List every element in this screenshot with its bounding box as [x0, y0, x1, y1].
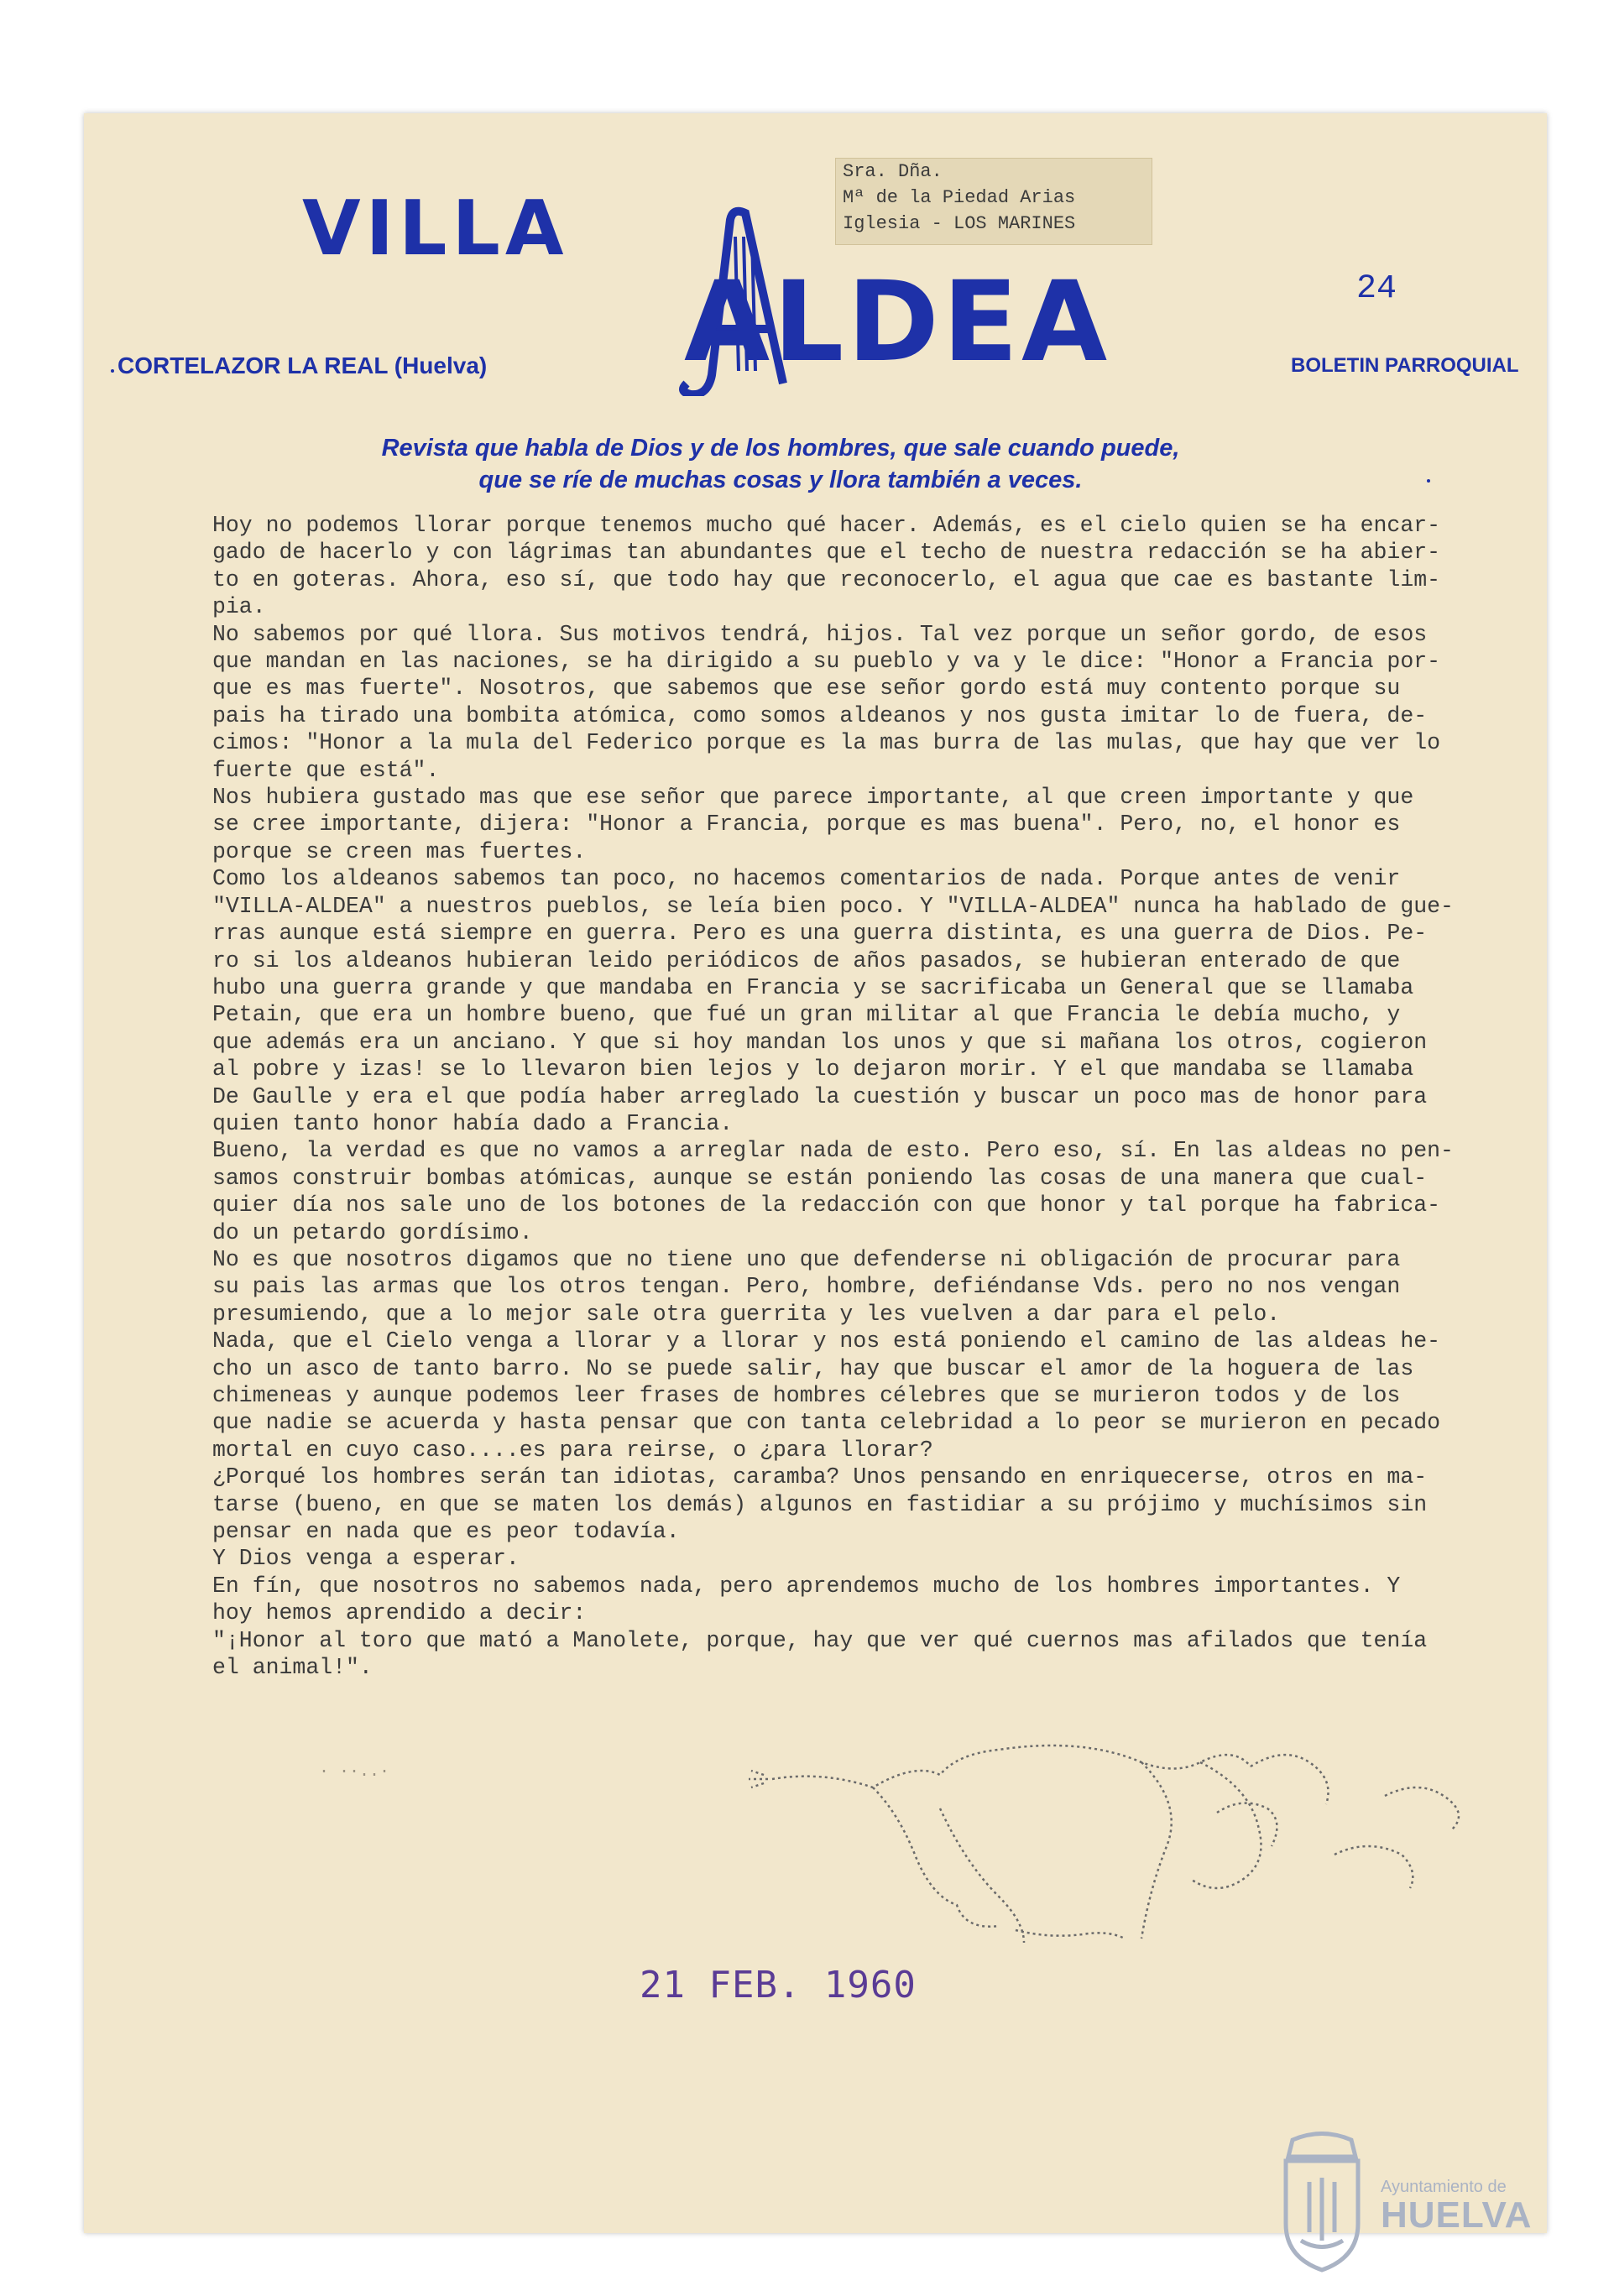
- ink-dot: [1427, 479, 1430, 483]
- city-seal-icon: [1276, 2132, 1368, 2274]
- article-line: to en goteras. Ahora, eso sí, que todo hay que reconocerlo, el agua que cae es bastante lim-: [212, 566, 1441, 592]
- article-line: "VILLA-ALDEA" a nuestros pueblos, se leía bien poco. Y "VILLA-ALDEA" nunca ha hablado de gue-: [212, 893, 1454, 919]
- article-line: gado de hacerlo y con lágrimas tan abundantes que el techo de nuestra redacción se ha abier-: [212, 540, 1441, 566]
- article-line: No es que nosotros digamos que no tiene uno que defenderse ni obligación de procurar para: [212, 1246, 1401, 1272]
- address-line: Iglesia - LOS MARINES: [843, 213, 1076, 234]
- masthead-title-villa: VILLA: [302, 185, 569, 273]
- article-line: cho un asco de tanto barro. No se puede salir, hay que buscar el amor de la hoguera de las: [212, 1355, 1414, 1381]
- article-line: ¿Porqué los hombres serán tan idiotas, caramba? Unos pensando en enriquecerse, otros en ma-: [212, 1464, 1428, 1490]
- article-line: pia.: [212, 594, 266, 620]
- ink-dot: [111, 369, 114, 373]
- article-line: quien tanto honor había dado a Francia.: [212, 1110, 734, 1136]
- masthead-publication-type: BOLETIN PARROQUIAL: [1291, 354, 1519, 377]
- article-line: chimeneas y aunque podemos leer frases de hombres célebres que se murieron todos y de los: [212, 1383, 1401, 1408]
- article-line: Como los aldeanos sabemos tan poco, no hacemos comentarios de nada. Porque antes de venir: [212, 866, 1401, 892]
- article-line: "¡Honor al toro que mató a Manolete, porque, hay que ver qué cuernos mas afilados que tenía: [212, 1627, 1428, 1653]
- article-line: hubo una guerra grande y que mandaba en Francia y se sacrificaba un General que se llamaba: [212, 974, 1414, 1000]
- masthead-location: CORTELAZOR LA REAL (Huelva): [118, 352, 488, 378]
- article-body: [212, 512, 1505, 1681]
- article-line: De Gaulle y era el que podía haber arreglado la cuestión y buscar un poco mas de honor para: [212, 1083, 1428, 1109]
- article-line: que mandan en las naciones, se ha dirigido a su pueblo y va y le dice: "Honor a Francia por-: [212, 649, 1441, 675]
- date-stamp: 21 FEB. 1960: [640, 1964, 917, 2006]
- watermark-logo: [1381, 2177, 1532, 2234]
- article-line: se cree importante, dijera: "Honor a Francia, porque es mas buena". Pero, no, el honor es: [212, 811, 1401, 838]
- article-line: Nos hubiera gustado mas que ese señor que parece importante, al que creen importante y que: [212, 785, 1414, 811]
- article-line: pensar en nada que es peor todavía.: [212, 1519, 680, 1545]
- article-line: que nadie se acuerda y hasta pensar que con tanta celebridad a lo peor se murieron en pecado: [212, 1410, 1441, 1436]
- article-line: No sabemos por qué llora. Sus motivos tendrá, hijos. Tal vez porque un señor gordo, de esos: [212, 621, 1428, 647]
- article-line: Y Dios venga a esperar.: [212, 1546, 520, 1572]
- article-line: pais ha tirado una bombita atómica, como somos aldeanos y nos gusta imitar lo de fuera, de-: [212, 702, 1428, 728]
- article-line: presumiendo, que a lo mejor sale otra guerrita y les vuelven a dar para el pelo.: [212, 1301, 1281, 1327]
- watermark-line-1: Ayuntamiento de: [1381, 2178, 1507, 2196]
- tagline-line: Revista que habla de Dios y de los hombres, que sale cuando puede,: [381, 435, 1180, 462]
- bull-drawing-icon: [747, 1729, 1486, 1955]
- article-line: Petain, que era un hombre bueno, que fué un gran militar al que Francia le debía mucho, y: [212, 1002, 1401, 1028]
- article-line: cimos: "Honor a la mula del Federico porque es la mas burra de las mulas, que hay que ver lo: [212, 730, 1441, 756]
- tagline-line: que se ríe de muchas cosas y llora también a veces.: [478, 467, 1083, 493]
- article-line: samos construir bombas atómicas, aunque se están poniendo las cosas de una manera que cual-: [212, 1165, 1428, 1191]
- issue-number: 24: [1356, 270, 1397, 308]
- article-line: hoy hemos aprendido a decir:: [212, 1600, 587, 1626]
- article-line: al pobre y izas! se lo llevaron bien lejos y lo dejaron morir. Y el que mandaba se llamaba: [212, 1057, 1414, 1083]
- masthead-title-aldea: ALDEA: [684, 258, 1111, 387]
- article-line: que es mas fuerte". Nosotros, que sabemos que ese señor gordo está muy contento porque su: [212, 676, 1401, 702]
- article-line: tarse (bueno, en que se maten los demás) algunos en fastidiar a su prójimo y muchísimos sin: [212, 1491, 1428, 1517]
- address-label: [835, 158, 1152, 245]
- faint-signature-mark: · ··..·: [319, 1762, 390, 1782]
- article-line: Bueno, la verdad es que no vamos a arreglar nada de esto. Pero eso, sí. En las aldeas no pen-: [212, 1138, 1454, 1164]
- article-line: En fín, que nosotros no sabemos nada, pero aprendemos mucho de los hombres importantes. Y: [212, 1573, 1401, 1599]
- article-line: Nada, que el Cielo venga a llorar y a llorar y nos está poniendo el camino de las aldeas he-: [212, 1328, 1441, 1354]
- address-line: Sra. Dña.: [843, 161, 943, 182]
- tagline: [126, 432, 1435, 496]
- article-line: Hoy no podemos llorar porque tenemos mucho qué hacer. Además, es el cielo quien se ha encar-: [212, 513, 1441, 538]
- address-line: Mª de la Piedad Arias: [843, 187, 1076, 208]
- article-line: rras aunque está siempre en guerra. Pero es una guerra distinta, es una guerra de Dios. Pe-: [212, 921, 1428, 947]
- article-line: mortal en cuyo caso....es para reirse, o ¿para llorar?: [212, 1437, 933, 1463]
- article-line: porque se creen mas fuertes.: [212, 838, 587, 864]
- article-line: el animal!".: [212, 1655, 373, 1681]
- watermark-line-2: HUELVA: [1381, 2194, 1533, 2236]
- article-line: que además era un anciano. Y que si hoy mandan los unos y que si mañana los otros, cogieron: [212, 1029, 1428, 1055]
- article-line: quier día nos sale uno de los botones de la redacción con que honor y tal porque ha fabrica-: [212, 1192, 1441, 1218]
- article-line: do un petardo gordísimo.: [212, 1219, 533, 1245]
- article-line: fuerte que está".: [212, 757, 440, 783]
- article-line: su pais las armas que los otros tengan. Pero, hombre, defiéndanse Vds. pero no nos vengan: [212, 1274, 1401, 1300]
- article-line: ro si los aldeanos hubieran leido periódicos de años pasados, se hubieran enterado de que: [212, 947, 1401, 973]
